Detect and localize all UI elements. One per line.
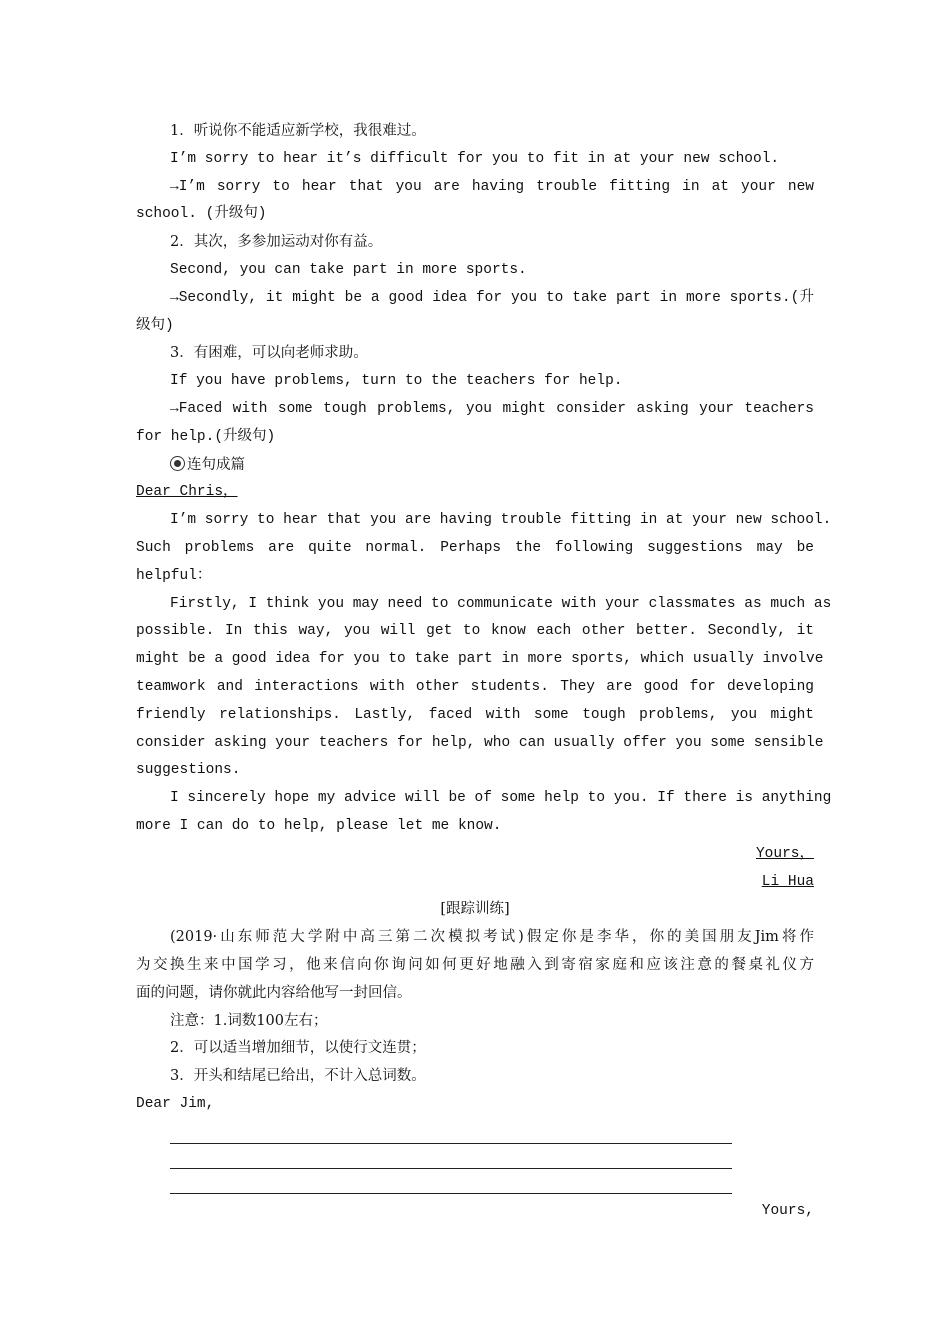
training-task-line: 为交换生来中国学习，他来信向你询问如何更好地融入到寄宿家庭和应该注意的餐桌礼仪方	[136, 956, 814, 973]
answer-blank-line[interactable]	[170, 1144, 732, 1169]
section-heading	[136, 452, 814, 480]
item2-upgrade-line1: →Secondly, it might be a good idea for you to take part in more sports.(升	[170, 289, 814, 306]
item3-english: If you have problems, turn to the teachers for help.	[170, 373, 623, 390]
item1-english: I’m sorry to hear it’s difficult for you to fit in at your new school.	[170, 150, 780, 167]
letter-p3-line: I sincerely hope my advice will be of some help to you. If there is anything	[170, 790, 832, 807]
letter-p2-line: teamwork and interactions with other students. They are good for developing	[136, 678, 814, 695]
letter-signature-text: Li Hua	[761, 873, 814, 890]
letter-salutation-text: Dear Chris，	[136, 484, 238, 501]
letter-p2-line: friendly relationships. Lastly, faced with some tough problems, you might	[136, 706, 814, 723]
letter-closing-text: Yours，	[755, 845, 814, 862]
item2-chinese: 2．其次，多参加运动对你有益。	[170, 234, 383, 251]
letter-p2-line: consider asking your teachers for help, who can usually offer you some sensible	[136, 734, 824, 751]
training-note-3: 3．开头和结尾已给出，不计入总词数。	[170, 1068, 426, 1085]
letter-p1-line: Such problems are quite normal. Perhaps the following suggestions may be	[136, 539, 814, 556]
answer-salutation: Dear Jim,	[136, 1095, 215, 1112]
letter-p1-line: helpful：	[136, 567, 212, 584]
letter-signature	[136, 869, 814, 897]
letter-closing	[136, 841, 814, 869]
item3-chinese: 3．有困难，可以向老师求助。	[170, 345, 368, 362]
item1-upgrade-line2: school. (升级句)	[136, 206, 267, 223]
item2-upgrade-line2: 级句)	[136, 317, 174, 334]
letter-p1-line: I’m sorry to hear that you are having trouble fitting in at your new school.	[170, 512, 832, 529]
letter-p2-line: possible. In this way, you will get to know each other better. Secondly, it	[136, 623, 814, 640]
letter-salutation	[136, 479, 814, 507]
answer-blank-line[interactable]	[170, 1169, 732, 1194]
training-note-1: 注意：1.词数100左右；	[170, 1012, 328, 1029]
training-note-2: 2．可以适当增加细节，以使行文连贯；	[170, 1040, 426, 1057]
document-page	[136, 118, 832, 1225]
item1-upgrade-line1: →I’m sorry to hear that you are having trouble fitting in at your new	[170, 178, 814, 195]
training-task-line: (2019·山东师范大学附中高三第二次模拟考试)假定你是李华，你的美国朋友Jim将作	[170, 929, 814, 946]
training-task-line: 面的问题，请你就此内容给他写一封回信。	[136, 984, 412, 1001]
letter-p2-line: suggestions.	[136, 762, 241, 779]
letter-p2-line: Firstly, I think you may need to communicate with your classmates as much as	[170, 595, 832, 612]
item2-english: Second, you can take part in more sports.	[170, 261, 527, 278]
answer-closing: Yours,	[761, 1202, 814, 1219]
section-heading-label: 连句成篇	[187, 456, 245, 473]
item3-upgrade-line1: →Faced with some tough problems, you might consider asking your teachers	[170, 400, 814, 417]
letter-p2-line: might be a good idea for you to take part in more sports, which usually involve	[136, 651, 824, 668]
radio-bullet-icon	[170, 456, 185, 471]
item1-chinese: 1．听说你不能适应新学校，我很难过。	[170, 123, 426, 139]
training-title: [跟踪训练]	[440, 901, 510, 918]
letter-p3-line: more I can do to help, please let me know.	[136, 817, 502, 834]
answer-blank-line[interactable]	[170, 1119, 732, 1144]
item3-upgrade-line2: for help.(升级句)	[136, 428, 276, 445]
